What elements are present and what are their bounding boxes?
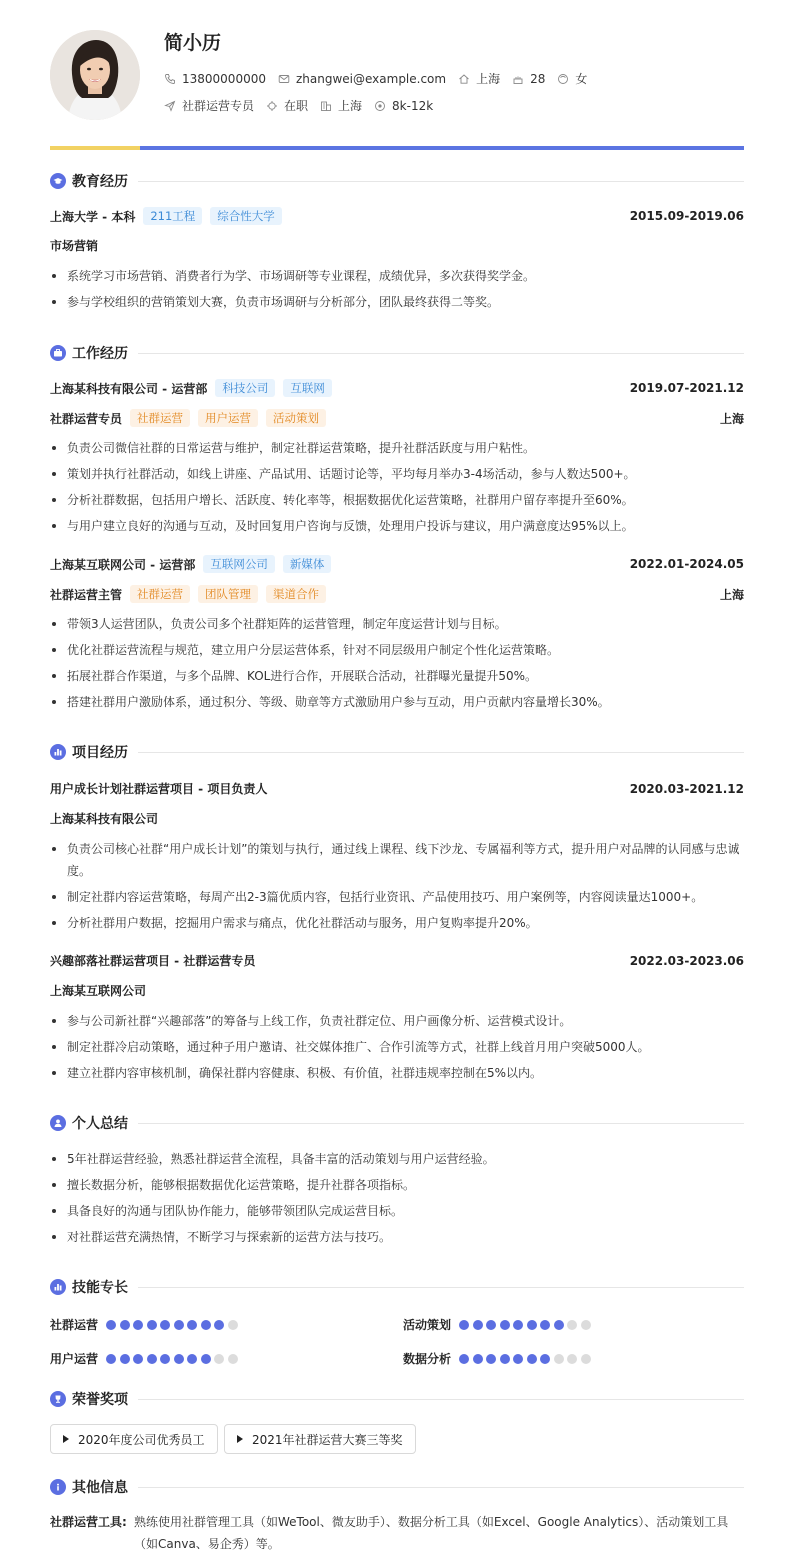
section-rule xyxy=(138,1487,744,1488)
skill-item xyxy=(403,1350,594,1367)
skill-item xyxy=(50,1350,241,1367)
salary-icon xyxy=(374,100,386,112)
home-icon xyxy=(458,73,470,85)
school-tag: 综合性大学 xyxy=(210,207,282,225)
list-item: 建立社群内容审核机制，确保社群内容健康、积极、有价值，社群违规率控制在5%以内。 xyxy=(50,1060,744,1086)
project-company-row xyxy=(50,982,744,999)
info-icon xyxy=(50,1479,66,1495)
list-item: 制定社群内容运营策略，每周产出2-3篇优质内容，包括行业资讯、产品使用技巧、用户案例等，内容阅读量达1000+。 xyxy=(50,884,744,910)
skill-dot-empty xyxy=(554,1354,564,1364)
position-value: 社群运营专员 xyxy=(182,99,255,113)
skill-dot-filled xyxy=(214,1320,224,1330)
role-tag: 用户运营 xyxy=(198,409,258,427)
job-intent-row xyxy=(164,97,445,114)
education-date: 2015.09-2019.06 xyxy=(629,209,744,223)
skill-dot-filled xyxy=(106,1320,116,1330)
project-bullets xyxy=(50,1008,744,1086)
section-rule xyxy=(138,1399,744,1400)
list-item: 5年社群运营经验，熟悉社群运营全流程，具备丰富的活动策划与用户运营经验。 xyxy=(50,1146,744,1172)
divider-yellow-segment xyxy=(50,146,140,150)
job-date: 2019.07-2021.12 xyxy=(629,381,744,395)
project-bullets xyxy=(50,836,744,936)
section-heading: 教育经历 xyxy=(72,174,128,190)
list-item: 拓展社群合作渠道，与多个品牌、KOL进行合作，开展联合活动，社群曝光量提升50%。 xyxy=(50,663,744,689)
bar-chart-icon xyxy=(50,1279,66,1295)
role-tag: 团队管理 xyxy=(198,585,258,603)
header-divider xyxy=(50,146,744,150)
email-value: zhangwei@example.com xyxy=(295,71,447,86)
email-info xyxy=(278,72,446,86)
job-role-row xyxy=(50,409,744,427)
other-info-key: 社群运营工具: xyxy=(50,1515,127,1529)
skill-level-dots xyxy=(459,1320,594,1330)
graduation-cap-icon xyxy=(50,173,66,189)
project-header-row xyxy=(50,780,744,797)
award-chip xyxy=(50,1424,218,1454)
job-role: 社群运营专员 xyxy=(50,411,123,426)
skill-dot-filled xyxy=(201,1320,211,1330)
section-heading: 其他信息 xyxy=(72,1480,128,1496)
section-heading: 荣誉奖项 xyxy=(72,1392,128,1408)
skill-name: 社群运营 xyxy=(50,1318,99,1332)
company-tag: 互联网公司 xyxy=(203,555,275,573)
skill-dot-filled xyxy=(486,1320,496,1330)
skill-dot-filled xyxy=(459,1320,469,1330)
skill-level-dots xyxy=(106,1354,241,1364)
status-value: 在职 xyxy=(284,99,309,113)
list-item: 具备良好的沟通与团队协作能力，能够带领团队完成运营目标。 xyxy=(50,1198,744,1224)
user-icon xyxy=(50,1115,66,1131)
skill-dot-filled xyxy=(106,1354,116,1364)
person-icon xyxy=(557,73,569,85)
briefcase-icon xyxy=(50,345,66,361)
role-tag: 活动策划 xyxy=(266,409,326,427)
skill-dot-filled xyxy=(120,1320,130,1330)
skill-name: 数据分析 xyxy=(403,1352,452,1366)
building-icon xyxy=(320,100,332,112)
bar-chart-icon xyxy=(50,744,66,760)
skill-dot-filled xyxy=(500,1354,510,1364)
job-role: 社群运营主管 xyxy=(50,587,123,602)
skill-dot-filled xyxy=(160,1354,170,1364)
divider-blue-segment xyxy=(140,146,744,150)
projects-section-title xyxy=(50,742,744,762)
location-info xyxy=(458,70,500,87)
section-rule xyxy=(138,1123,744,1124)
project-company: 上海某互联网公司 xyxy=(50,984,147,998)
skill-dot-filled xyxy=(527,1320,537,1330)
age-info xyxy=(512,72,545,86)
salary-info xyxy=(374,99,433,113)
list-item: 带领3人运营团队，负责公司多个社群矩阵的运营管理，制定年度运营计划与目标。 xyxy=(50,611,744,637)
job-header-row xyxy=(50,555,744,573)
section-heading: 项目经历 xyxy=(72,745,128,761)
skill-level-dots xyxy=(106,1320,241,1330)
job-city: 上海 xyxy=(719,411,744,426)
skill-name: 用户运营 xyxy=(50,1352,99,1366)
list-item: 分析社群用户数据，挖掘用户需求与痛点，优化社群活动与服务，用户复购率提升20%。 xyxy=(50,910,744,936)
list-item: 参与公司新社群“兴趣部落”的筹备与上线工作，负责社群定位、用户画像分析、运营模式设计。 xyxy=(50,1008,744,1034)
skill-level-dots xyxy=(459,1354,594,1364)
salary-value: 8k-12k xyxy=(392,98,434,113)
status-icon xyxy=(266,100,278,112)
list-item: 负责公司微信社群的日常运营与维护，制定社群运营策略，提升社群活跃度与用户粘性。 xyxy=(50,435,744,461)
cake-icon xyxy=(512,73,524,85)
phone-icon xyxy=(164,73,176,85)
skill-dot-filled xyxy=(473,1320,483,1330)
other-section-title xyxy=(50,1477,744,1497)
major-name: 市场营销 xyxy=(50,239,99,253)
job-bullets xyxy=(50,611,744,715)
skill-dot-empty xyxy=(581,1320,591,1330)
skill-dot-filled xyxy=(473,1354,483,1364)
skill-dot-empty xyxy=(228,1354,238,1364)
skill-dot-empty xyxy=(567,1320,577,1330)
gender-value: 女 xyxy=(575,72,588,86)
skill-dot-empty xyxy=(214,1354,224,1364)
section-rule xyxy=(138,353,744,354)
trophy-icon xyxy=(50,1391,66,1407)
city-info xyxy=(320,97,362,114)
work-section-title xyxy=(50,343,744,363)
portrait-photo xyxy=(50,30,140,120)
list-item: 优化社群运营流程与规范，建立用户分层运营体系，针对不同层级用户制定个性化运营策略。 xyxy=(50,637,744,663)
list-item: 系统学习市场营销、消费者行为学、市场调研等专业课程，成绩优异，多次获得奖学金。 xyxy=(50,263,744,289)
role-tag: 社群运营 xyxy=(130,585,190,603)
education-header-row xyxy=(50,207,744,225)
skill-dot-filled xyxy=(187,1354,197,1364)
project-header-row xyxy=(50,952,744,969)
send-icon xyxy=(164,100,176,112)
awards-section-title xyxy=(50,1389,744,1409)
list-item: 搭建社群用户激励体系，通过积分、等级、勋章等方式激励用户参与互动，用户贡献内容量增长30%。 xyxy=(50,689,744,715)
section-heading: 技能专长 xyxy=(72,1280,128,1296)
summary-section-title xyxy=(50,1113,744,1133)
skill-dot-empty xyxy=(228,1320,238,1330)
play-triangle-icon xyxy=(237,1435,243,1443)
section-rule xyxy=(138,1287,744,1288)
award-label: 2020年度公司优秀员工 xyxy=(78,1432,205,1447)
list-item: 对社群运营充满热情，不断学习与探索新的运营方法与技巧。 xyxy=(50,1224,744,1250)
company-name: 上海某互联网公司 - 运营部 xyxy=(50,557,196,572)
job-city: 上海 xyxy=(719,587,744,602)
skill-name: 活动策划 xyxy=(403,1318,452,1332)
job-date: 2022.01-2024.05 xyxy=(629,557,744,571)
skill-dot-filled xyxy=(540,1320,550,1330)
job-role-row xyxy=(50,585,744,603)
list-item: 制定社群冷启动策略，通过种子用户邀请、社交媒体推广、合作引流等方式，社群上线首月用户突破5000人。 xyxy=(50,1034,744,1060)
major-row xyxy=(50,237,744,254)
section-rule xyxy=(138,181,744,182)
company-name: 上海某科技有限公司 - 运营部 xyxy=(50,381,208,396)
project-company: 上海某科技有限公司 xyxy=(50,812,159,826)
section-rule xyxy=(138,752,744,753)
status-info xyxy=(266,97,308,114)
skill-item xyxy=(403,1316,594,1333)
education-bullets xyxy=(50,263,744,315)
skill-dot-filled xyxy=(513,1320,523,1330)
list-item: 分析社群数据，包括用户增长、活跃度、转化率等，根据数据优化运营策略，社群用户留存率提升至60%。 xyxy=(50,487,744,513)
phone-value: 13800000000 xyxy=(182,71,266,86)
phone-info xyxy=(164,72,266,86)
skill-dot-empty xyxy=(581,1354,591,1364)
skill-dot-empty xyxy=(567,1354,577,1364)
skill-dot-filled xyxy=(527,1354,537,1364)
company-tag: 新媒体 xyxy=(283,555,332,573)
skill-dot-filled xyxy=(120,1354,130,1364)
project-company-row xyxy=(50,810,744,827)
section-heading: 个人总结 xyxy=(72,1116,128,1132)
project-date: 2020.03-2021.12 xyxy=(629,781,744,796)
candidate-name: 简小历 xyxy=(164,32,222,54)
skill-dot-filled xyxy=(133,1320,143,1330)
skill-dot-filled xyxy=(513,1354,523,1364)
project-name: 兴趣部落社群运营项目 - 社群运营专员 xyxy=(50,954,256,968)
list-item: 擅长数据分析，能够根据数据优化运营策略，提升社群各项指标。 xyxy=(50,1172,744,1198)
skill-dot-filled xyxy=(147,1320,157,1330)
skill-dot-filled xyxy=(554,1320,564,1330)
role-tag: 社群运营 xyxy=(130,409,190,427)
skill-dot-filled xyxy=(459,1354,469,1364)
job-header-row xyxy=(50,379,744,397)
other-info-value: 熟练使用社群管理工具（如WeTool、微友助手）、数据分析工具（如Excel、Google Analytics）、活动策划工具（如Canva、易企秀）等。 xyxy=(134,1515,729,1551)
mail-icon xyxy=(278,73,290,85)
skill-dot-filled xyxy=(500,1320,510,1330)
education-section-title xyxy=(50,171,744,191)
school-name: 上海大学 - 本科 xyxy=(50,209,136,224)
job-bullets xyxy=(50,435,744,539)
city-value: 上海 xyxy=(338,99,363,113)
age-value: 28 xyxy=(530,71,546,86)
location-value: 上海 xyxy=(476,72,501,86)
skill-dot-filled xyxy=(187,1320,197,1330)
gender-info xyxy=(557,70,587,87)
summary-bullets xyxy=(50,1146,744,1250)
list-item: 负责公司核心社群“用户成长计划”的策划与执行，通过线上课程、线下沙龙、专属福利等方式，提升用户对品牌的认同感与忠诚度。 xyxy=(50,836,744,884)
list-item: 与用户建立良好的沟通与互动，及时回复用户咨询与反馈，处理用户投诉与建议，用户满意度达95%以上。 xyxy=(50,513,744,539)
skills-section-title xyxy=(50,1277,744,1297)
skill-dot-filled xyxy=(486,1354,496,1364)
skill-dot-filled xyxy=(160,1320,170,1330)
project-date: 2022.03-2023.06 xyxy=(629,953,744,968)
other-info-row xyxy=(50,1511,744,1555)
avatar xyxy=(50,30,140,120)
contact-row xyxy=(164,70,599,87)
company-tag: 科技公司 xyxy=(215,379,275,397)
skill-dot-filled xyxy=(540,1354,550,1364)
section-heading: 工作经历 xyxy=(72,346,128,362)
skill-item xyxy=(50,1316,241,1333)
list-item: 策划并执行社群活动，如线上讲座、产品试用、话题讨论等，平均每月举办3-4场活动，参与人数达500+。 xyxy=(50,461,744,487)
award-chip xyxy=(224,1424,416,1454)
role-tag: 渠道合作 xyxy=(266,585,326,603)
project-name: 用户成长计划社群运营项目 - 项目负责人 xyxy=(50,782,268,796)
skill-dot-filled xyxy=(201,1354,211,1364)
school-tag: 211工程 xyxy=(143,207,202,225)
position-info xyxy=(164,97,254,114)
award-label: 2021年社群运营大赛三等奖 xyxy=(252,1432,403,1447)
skill-dot-filled xyxy=(174,1354,184,1364)
skill-dot-filled xyxy=(174,1320,184,1330)
skill-dot-filled xyxy=(147,1354,157,1364)
skill-dot-filled xyxy=(133,1354,143,1364)
list-item: 参与学校组织的营销策划大赛，负责市场调研与分析部分，团队最终获得二等奖。 xyxy=(50,289,744,315)
company-tag: 互联网 xyxy=(283,379,332,397)
play-triangle-icon xyxy=(63,1435,69,1443)
